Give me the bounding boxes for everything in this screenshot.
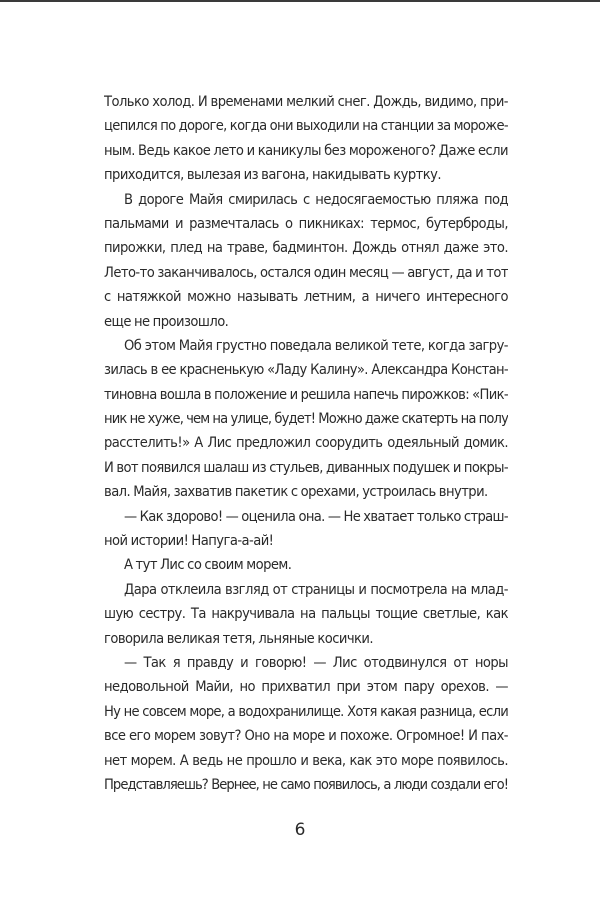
text-line: вал. Майя, захватив пакетик с орехами, устроилась внутри. [104,483,488,501]
page-body-text [104,90,508,797]
text-line: ным. Ведь какое лето и каникулы без мороженого? Даже если [104,141,508,159]
text-line: нет морем. А ведь не прошло и века, как это море появилось. [104,751,508,769]
text-line: И вот появился шалаш из стульев, диванных подушек и покры- [104,458,508,476]
text-line: Лето-то заканчивалось, остался один месяц — август, да и тот [104,263,508,281]
text-line: Только холод. И временами мелкий снег. Дождь, видимо, при- [104,93,508,110]
text-line: Представляешь? Вернее, не само появилось, а люди создали его! [104,775,508,793]
text-line: шую сестру. Та накручивала на пальцы тощие светлые, как [104,605,508,623]
text-line: Об этом Майя грустно поведала великой тете, когда загру- [124,336,508,354]
text-line: ной истории! Напуга-а-ай! [104,532,274,550]
text-line: А тут Лис со своим морем. [124,556,292,574]
text-line: Дара отклеила взгляд от страницы и посмотрела на млад- [124,580,508,598]
top-border-line [0,0,600,2]
text-line: с натяжкой можно называть летним, а ничего интересного [104,288,508,306]
text-line: Ну не совсем море, а водохранилище. Хотя какая разница, если [104,702,508,720]
text-line: тиновна вошла в положение и решила напечь пирожков: «Пик- [104,385,508,403]
text-line: ник не хуже, чем на улице, будет! Можно даже скатерть на полу [104,410,508,428]
text-line: — Как здорово! — оценила она. — Не хватает только страш- [124,507,508,525]
text-line: пирожки, плед на траве, бадминтон. Дождь отнял даже это. [104,239,508,257]
text-line: недовольной Майи, но прихватил при этом пару орехов. — [104,678,508,696]
text-line: приходится, вылезая из вагона, накидывать куртку. [104,166,441,184]
text-line: все его морем зовут? Оно на море и похоже. Огромное! И пах- [104,727,508,745]
text-line: расстелить!» А Лис предложил соорудить одеяльный домик. [104,434,508,452]
text-line: В дороге Майя смирилась с недосягаемостью пляжа под [124,190,508,208]
text-line: цепился по дороге, когда они выходили на станции за мороже- [104,117,508,135]
text-line: говорила великая тетя, льняные косички. [104,629,374,647]
text-line: еще не произошло. [104,312,229,330]
text-line: — Так я правду и говорю! — Лис отодвинулся от норы [124,653,508,671]
text-line: пальмами и размечталась о пикниках: термос, бутерброды, [104,214,508,232]
page-number: 6 [294,820,306,840]
text-line: зилась в ее красненькую «Ладу Калину». Александра Констан- [104,361,508,379]
